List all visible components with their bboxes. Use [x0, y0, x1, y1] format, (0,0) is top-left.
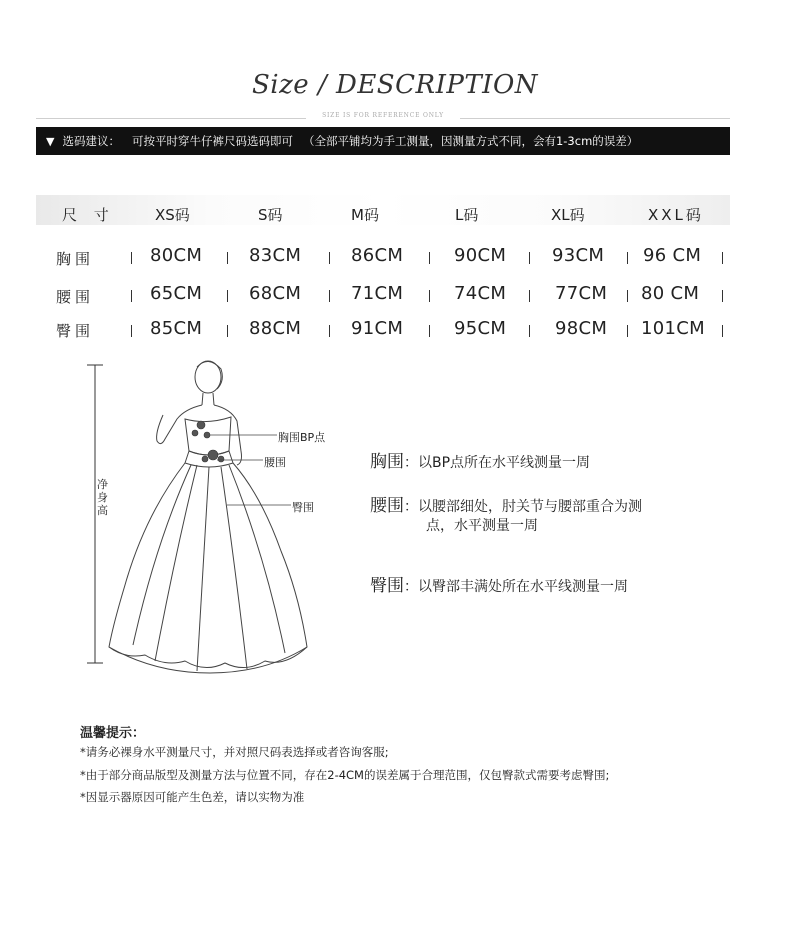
table-cell: 90CM	[454, 245, 507, 266]
row-label-waist: 腰围	[56, 288, 95, 306]
table-cell: 93CM	[552, 245, 605, 266]
tip-item: *由于部分商品版型及测量方法与位置不同，存在2-4CM的误差属于合理范围，仅包臀款式需要考虑臀围;	[80, 768, 610, 782]
row-label-hip: 臀围	[56, 322, 95, 340]
advice-label: 选码建议：	[62, 134, 120, 148]
bust-key: 胸围	[370, 452, 404, 472]
size-col-l: L码	[455, 206, 479, 224]
waist-text: ：以腰部细处，肘关节与腰部重合为测	[404, 499, 642, 515]
size-col-s: S码	[258, 206, 283, 224]
table-separator	[722, 252, 723, 264]
waist-key: 腰围	[370, 496, 404, 516]
table-cell: 101CM	[641, 318, 705, 339]
table-separator	[329, 290, 330, 302]
callout-lines	[210, 435, 291, 505]
table-cell: 65CM	[150, 283, 203, 304]
page-subtitle: SIZE IS FOR REFERENCE ONLY	[322, 112, 444, 119]
table-cell: 77CM	[555, 283, 608, 304]
table-separator	[627, 290, 628, 302]
table-cell: 80CM	[150, 245, 203, 266]
tip-item: *因显示器原因可能产生色差，请以实物为准	[80, 790, 305, 804]
table-cell: 91CM	[351, 318, 404, 339]
table-separator	[131, 290, 132, 302]
table-cell: 83CM	[249, 245, 302, 266]
hip-explanation	[370, 571, 628, 596]
row-label-bust: 胸围	[56, 250, 95, 268]
table-cell: 88CM	[249, 318, 302, 339]
table-cell: 74CM	[454, 283, 507, 304]
tip-item: *请务必裸身水平测量尺寸，并对照尺码表选择或者咨询客服;	[80, 745, 389, 759]
table-separator	[627, 252, 628, 264]
height-label: 净身高	[97, 478, 108, 517]
size-table-header	[36, 195, 730, 225]
ballgown-diagram	[85, 355, 335, 675]
table-cell: 71CM	[351, 283, 404, 304]
advice-bar	[36, 127, 730, 155]
flower-decoration	[192, 421, 224, 462]
triangle-down-icon: ▼	[46, 135, 55, 148]
table-separator	[722, 325, 723, 337]
table-separator	[529, 325, 530, 337]
table-separator	[429, 252, 430, 264]
hip-key: 臀围	[370, 576, 404, 596]
table-cell: 68CM	[249, 283, 302, 304]
table-separator	[131, 252, 132, 264]
table-separator	[627, 325, 628, 337]
table-cell: 98CM	[555, 318, 608, 339]
table-cell: 85CM	[150, 318, 203, 339]
table-cell: 96 CM	[643, 245, 702, 266]
hip-point-label: 臀围	[292, 501, 314, 514]
divider-right	[460, 118, 730, 119]
size-col-xxl: XXL码	[648, 206, 704, 224]
bust-text: ：以BP点所在水平线测量一周	[404, 455, 591, 471]
table-separator	[227, 290, 228, 302]
tips-title: 温馨提示：	[80, 726, 146, 741]
table-separator	[329, 252, 330, 264]
table-separator	[529, 252, 530, 264]
size-col-xs: XS码	[155, 206, 190, 224]
bust-point-label: 胸围BP点	[278, 431, 326, 444]
size-header-label: 尺 寸	[62, 206, 115, 224]
waist-explanation	[370, 491, 642, 516]
gown-figure	[109, 361, 307, 673]
table-separator	[429, 325, 430, 337]
advice-text: 可按平时穿牛仔裤尺码选码即可	[131, 134, 293, 148]
table-separator	[227, 325, 228, 337]
table-separator	[329, 325, 330, 337]
size-col-m: M码	[351, 206, 379, 224]
waist-explanation-line2: 点，水平测量一周	[426, 518, 538, 534]
waist-point-label: 腰围	[264, 456, 286, 469]
table-cell: 80 CM	[641, 283, 700, 304]
table-cell: 95CM	[454, 318, 507, 339]
hip-text: ：以臀部丰满处所在水平线测量一周	[404, 579, 628, 595]
table-separator	[429, 290, 430, 302]
advice-note: （全部平铺均为手工测量，因测量方式不同，会有1-3cm的误差）	[302, 134, 639, 148]
table-cell: 86CM	[351, 245, 404, 266]
subtitle-row	[36, 112, 730, 124]
bust-explanation	[370, 447, 590, 472]
table-separator	[131, 325, 132, 337]
page-title: Size / DESCRIPTION	[251, 70, 539, 100]
table-separator	[227, 252, 228, 264]
table-separator	[722, 290, 723, 302]
size-col-xl: XL码	[551, 206, 585, 224]
table-separator	[529, 290, 530, 302]
